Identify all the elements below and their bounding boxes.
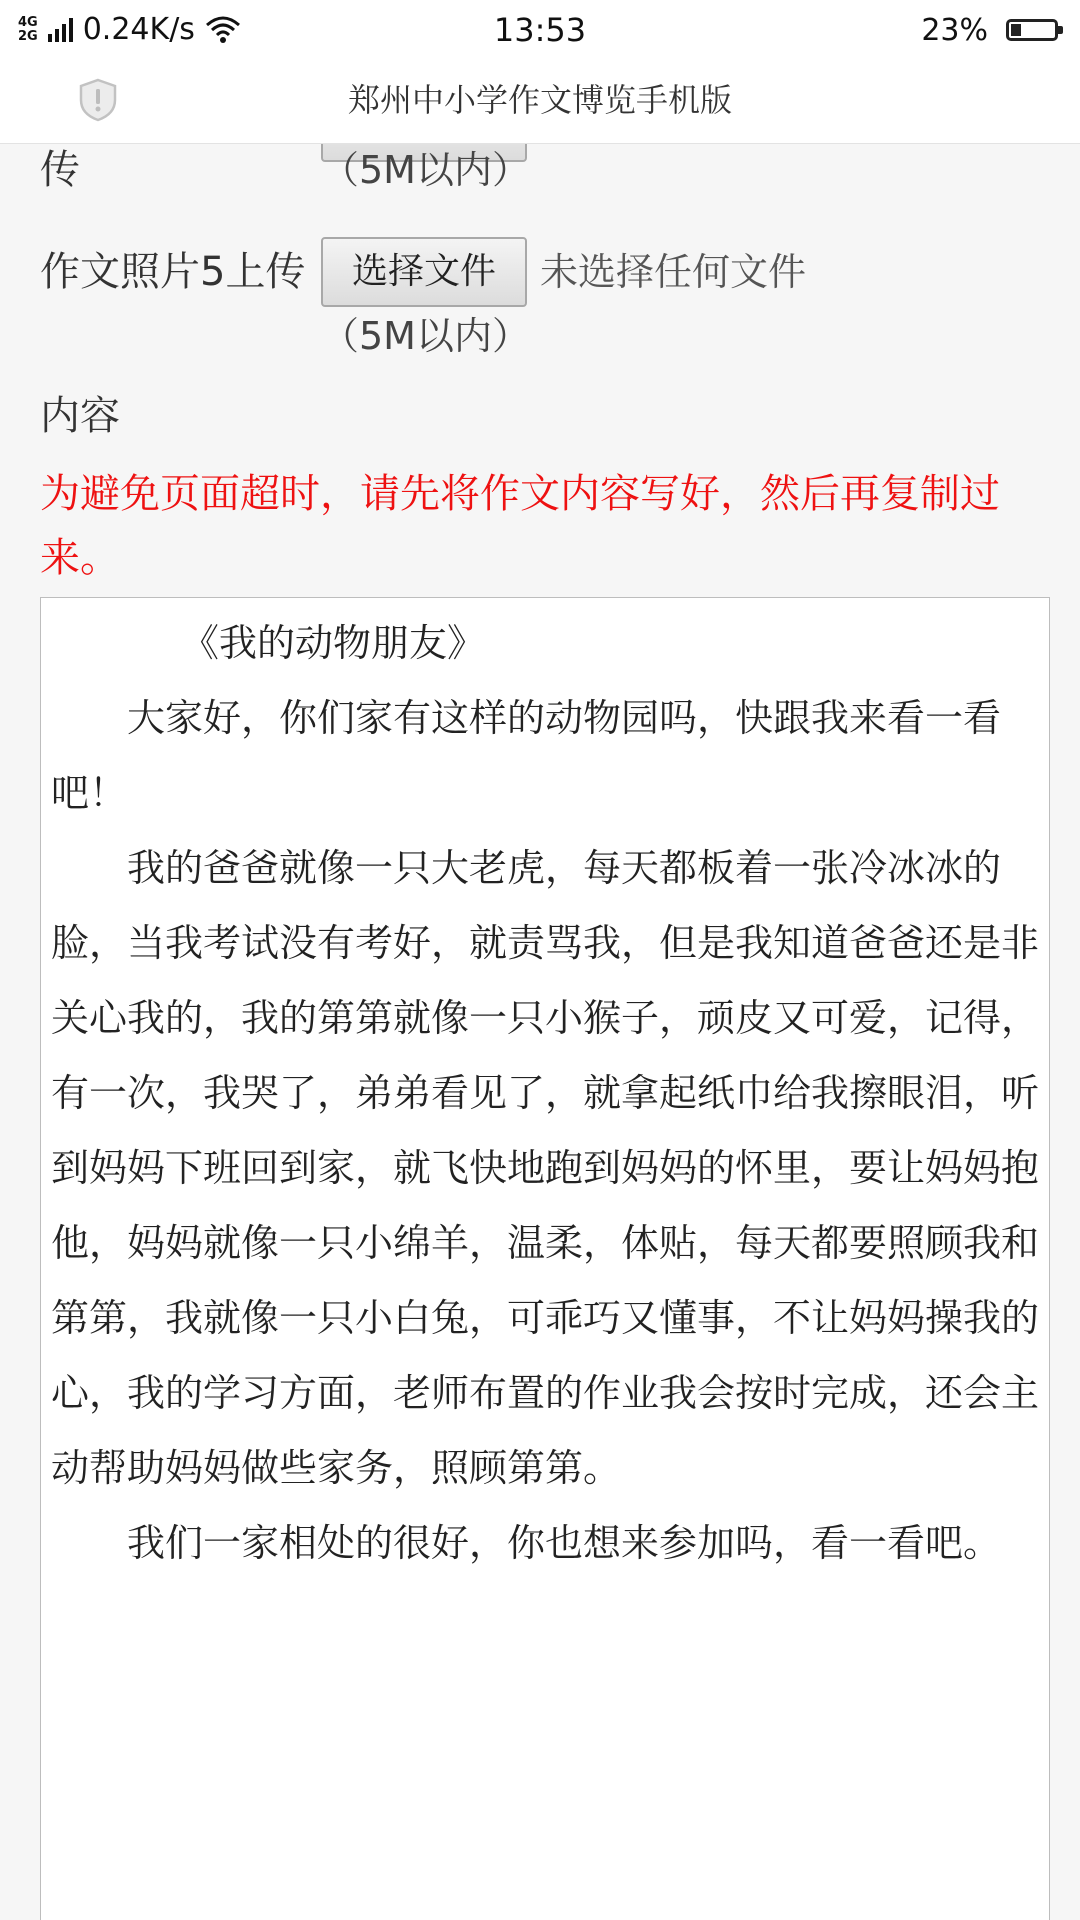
page-content[interactable]: [0, 144, 1080, 1920]
status-bar: [0, 0, 1080, 60]
battery-percent: 23%: [921, 12, 988, 48]
essay-paragraph-1: 大家好，你们家有这样的动物园吗，快跟我来看一看吧！: [51, 696, 1002, 815]
photo4-label: 传: [40, 147, 80, 193]
essay-title: 《我的动物朋友》: [181, 621, 486, 665]
battery-level: [1011, 24, 1021, 36]
content-label: 内容: [40, 393, 120, 439]
photo4-size-hint: （5M以内）: [321, 148, 530, 192]
network-type-top: 4G: [18, 15, 38, 30]
timeout-warning: 为避免页面超时，请先将作文内容写好，然后再复制过来。: [40, 471, 1000, 581]
network-speed: 0.24K/s: [82, 12, 195, 47]
essay-paragraph-2: 我的爸爸就像一只大老虎，每天都板着一张冷冰冰的脸，当我考试没有考好，就责骂我，但是我知道爸爸还是非关心我的，我的第第就像一只小猴子，顽皮又可爱，记得，有一次，我哭了，弟弟看见了，就拿起纸巾给我擦眼泪，听到妈妈下班回到家，就飞快地跑到妈妈的怀里，要让妈妈抱他，妈妈就像一只小绵羊，温柔，体贴，每天都要照顾我和第第，我就像一只小白兔，可乖巧又懂事，不让妈妈操我的心，我的学习方面，老师布置的作业我会按时完成，还会主动帮助妈妈做些家务，照顾第第。: [51, 846, 1040, 1490]
battery-icon: [1006, 19, 1058, 41]
photo5-size-hint: （5M以内）: [321, 314, 530, 358]
network-type-bottom: 2G: [18, 29, 38, 44]
browser-title-bar: [0, 60, 1080, 144]
essay-paragraph-3: 我们一家相处的很好，你也想来参加吗，看一看吧。: [127, 1521, 1002, 1565]
essay-content-textarea[interactable]: [40, 597, 1050, 1920]
photo5-label: 作文照片5上传: [40, 249, 306, 295]
photo5-choose-file-button[interactable]: 选择文件: [321, 237, 527, 307]
photo5-file-status: 未选择任何文件: [540, 250, 807, 294]
clock: 13:53: [493, 11, 587, 49]
page-title: 郑州中小学作文博览手机版: [347, 81, 732, 119]
status-right: [921, 8, 1058, 52]
